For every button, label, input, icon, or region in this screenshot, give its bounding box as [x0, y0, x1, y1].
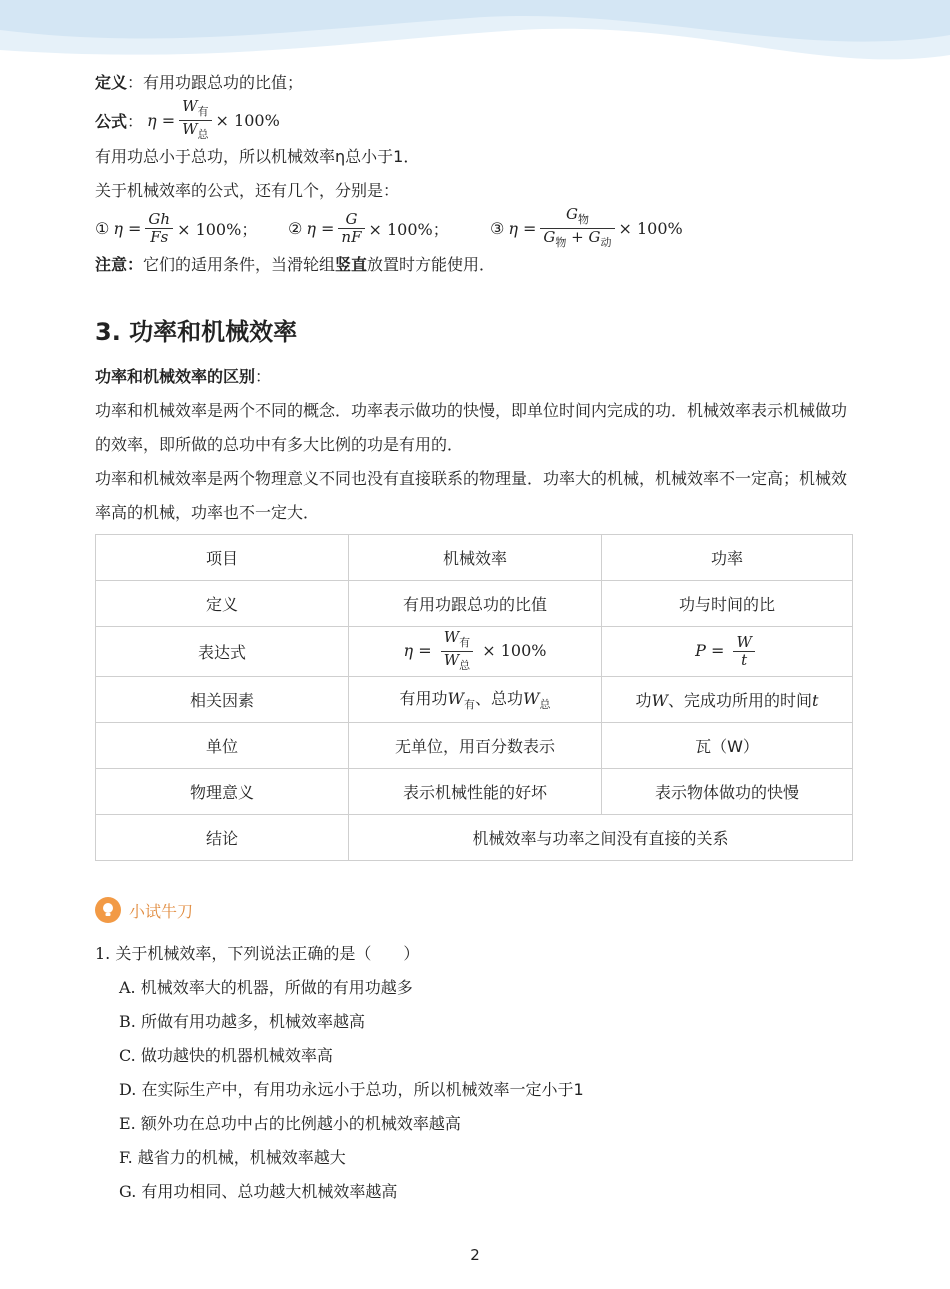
factor-w1: W — [447, 689, 464, 709]
factor-sub2: 总 — [539, 698, 551, 712]
alt-formula-3-den-g1: G — [543, 227, 556, 246]
formula-fraction — [179, 98, 211, 143]
definition-text: ：有用功跟总功的比值； — [127, 73, 304, 92]
table-p-num: W — [733, 634, 754, 652]
diff-title: 功率和机械效率的区别 — [95, 367, 256, 386]
option-text: 做功越快的机器机械效率高 — [140, 1046, 333, 1065]
factor-eff-b: 、总功 — [475, 689, 524, 709]
formula-den-sub: 总 — [197, 127, 209, 141]
table-den-w: W — [443, 651, 460, 669]
alt-formula-3-den-sub1: 物 — [555, 235, 567, 249]
alt-formula-1-mark: ① — [95, 218, 110, 238]
formula-eta: η = — [147, 110, 176, 130]
alt-formula-3-mark: ③ — [490, 218, 505, 238]
factor-pow-a: 功 — [635, 691, 652, 710]
option-letter: D. — [119, 1080, 137, 1099]
alt-formula-3-tail: × 100% — [618, 218, 683, 238]
formula-line — [95, 96, 853, 141]
table-cell-efficiency-factors — [349, 677, 602, 723]
alt-formula-2-eta: η = — [306, 218, 335, 238]
alt-formula-2-mark: ② — [288, 218, 303, 238]
table-cell-efficiency-formula — [349, 627, 602, 677]
alt-formula-1-num: Gh — [145, 211, 173, 229]
alt-formula-2 — [288, 211, 490, 246]
factor-t: t — [812, 691, 819, 710]
option-f[interactable] — [95, 1141, 853, 1175]
factor-sub1: 有 — [464, 698, 475, 712]
page-content — [95, 66, 853, 1209]
paragraph-1: 功率和机械效率是两个不同的概念．功率表示做功的快慢，即单位时间内完成的功．机械效率表示机械做功的效率，即所做的总功中有多大比例的功是有用的． — [95, 401, 848, 454]
factor-eff-a: 有用功 — [399, 689, 448, 709]
note-label: 注意： — [95, 255, 144, 274]
table-cell: 结论 — [96, 815, 349, 861]
table-row — [96, 769, 853, 815]
option-g[interactable] — [95, 1175, 853, 1209]
note-line — [95, 248, 853, 282]
table-cell-power-factors — [602, 677, 853, 723]
factor-w2: W — [523, 689, 540, 709]
note-text-2: 放置时方能使用． — [367, 255, 496, 274]
option-e[interactable] — [95, 1107, 853, 1141]
option-a[interactable] — [95, 971, 853, 1005]
formula-num-w: W — [182, 96, 198, 115]
formula-label: 公式 — [95, 111, 128, 131]
comparison-table — [95, 534, 853, 861]
alt-formula-2-den: nF — [341, 227, 362, 246]
table-cell: 相关因素 — [96, 677, 349, 723]
table-times: × 100% — [482, 641, 547, 660]
factor-w3: W — [651, 691, 668, 710]
note-bold: 竖直 — [335, 255, 368, 274]
table-cell: 表示物体做功的快慢 — [602, 769, 853, 815]
table-eta: η = — [403, 641, 432, 660]
question-number: 1. — [95, 944, 111, 963]
table-cell: 表示机械性能的好坏 — [349, 769, 602, 815]
table-row — [96, 723, 853, 769]
table-den-sub: 总 — [459, 659, 471, 672]
alt-formula-3-den-g2: G — [588, 227, 601, 246]
alt-formula-3-plus: + — [566, 227, 589, 246]
table-cell: 表达式 — [96, 627, 349, 677]
option-c[interactable] — [95, 1039, 853, 1073]
note-text-1: 它们的适用条件，当滑轮组 — [143, 255, 336, 274]
paragraph-2: 功率和机械效率是两个物理意义不同也没有直接联系的物理量．功率大的机械，机械效率不一定高；机械效率高的机械，功率也不一定大． — [95, 469, 848, 522]
alt-formulas-row — [95, 204, 853, 249]
option-letter: A. — [119, 978, 136, 997]
formula-colon: ： — [127, 111, 144, 131]
table-cell: 单位 — [96, 723, 349, 769]
table-cell: 瓦（W） — [602, 723, 853, 769]
lightbulb-icon — [95, 897, 121, 923]
section-title: 3. 功率和机械效率 — [95, 318, 298, 346]
option-text: 越省力的机械，机械效率越大 — [137, 1148, 346, 1167]
option-letter: E. — [119, 1114, 136, 1133]
definition-line — [95, 66, 853, 100]
question-text: 关于机械效率，下列说法正确的是（ ） — [115, 944, 420, 963]
diff-title-line — [95, 360, 853, 394]
less-than-line: 有用功总小于总功，所以机械效率η总小于1． — [95, 147, 420, 166]
header-wave-decoration — [0, 0, 950, 75]
alt-formula-1-tail: × 100%； — [177, 219, 258, 239]
diff-colon: ： — [255, 367, 272, 386]
try-section-title: 小试牛刀 — [129, 901, 194, 921]
table-header-cell: 功率 — [602, 535, 853, 581]
option-text: 所做有用功越多，机械效率越高 — [140, 1012, 365, 1031]
option-b[interactable] — [95, 1005, 853, 1039]
definition-label: 定义 — [95, 73, 128, 92]
question-line — [95, 937, 853, 971]
table-cell: 定义 — [96, 581, 349, 627]
formula-times: × 100% — [215, 110, 280, 130]
table-cell: 有用功跟总功的比值 — [349, 581, 602, 627]
table-cell-power-formula — [602, 627, 853, 677]
option-letter: C. — [119, 1046, 136, 1065]
table-cell: 机械效率与功率之间没有直接的关系 — [349, 815, 853, 861]
option-d[interactable] — [95, 1073, 853, 1107]
alt-formula-3-num-sub: 物 — [577, 212, 589, 226]
page-number: 2 — [470, 1246, 480, 1264]
option-text: 机械效率大的机器，所做的有用功越多 — [140, 978, 413, 997]
table-row — [96, 815, 853, 861]
option-text: 额外功在总功中占的比例越小的机械效率越高 — [140, 1114, 461, 1133]
try-section-header — [95, 895, 853, 925]
alt-formula-1 — [95, 211, 288, 246]
table-num-sub: 有 — [459, 636, 471, 649]
table-num-w: W — [443, 628, 460, 646]
table-row — [96, 581, 853, 627]
table-p: P = — [695, 641, 725, 660]
table-cell: 物理意义 — [96, 769, 349, 815]
option-text: 在实际生产中，有用功永远小于总功，所以机械效率一定小于1 — [141, 1080, 584, 1099]
table-header-cell: 机械效率 — [349, 535, 602, 581]
option-letter: G. — [119, 1182, 137, 1201]
table-cell: 无单位，用百分数表示 — [349, 723, 602, 769]
other-formulas-line: 关于机械效率的公式，还有几个，分别是： — [95, 181, 400, 200]
alt-formula-1-den: Fs — [150, 227, 169, 246]
formula-den-w: W — [182, 119, 198, 138]
formula-num-sub: 有 — [197, 104, 209, 118]
alt-formula-3-den-sub2: 动 — [600, 235, 612, 249]
table-row — [96, 627, 853, 677]
factor-pow-b: 、完成功所用的时间 — [668, 691, 813, 710]
option-letter: B. — [119, 1012, 136, 1031]
alt-formula-3-eta: η = — [508, 218, 537, 238]
alt-formula-2-tail: × 100%； — [368, 219, 449, 239]
table-p-den: t — [741, 651, 748, 669]
alt-formula-1-eta: η = — [113, 218, 142, 238]
alt-formula-3-num-g: G — [565, 204, 578, 223]
option-letter: F. — [119, 1148, 133, 1167]
table-cell: 功与时间的比 — [602, 581, 853, 627]
table-row — [96, 677, 853, 723]
alt-formula-3 — [490, 206, 683, 251]
table-header-cell: 项目 — [96, 535, 349, 581]
alt-formula-2-num: G — [338, 211, 364, 229]
table-row — [96, 535, 853, 581]
option-text: 有用功相同、总功越大机械效率越高 — [141, 1182, 398, 1201]
